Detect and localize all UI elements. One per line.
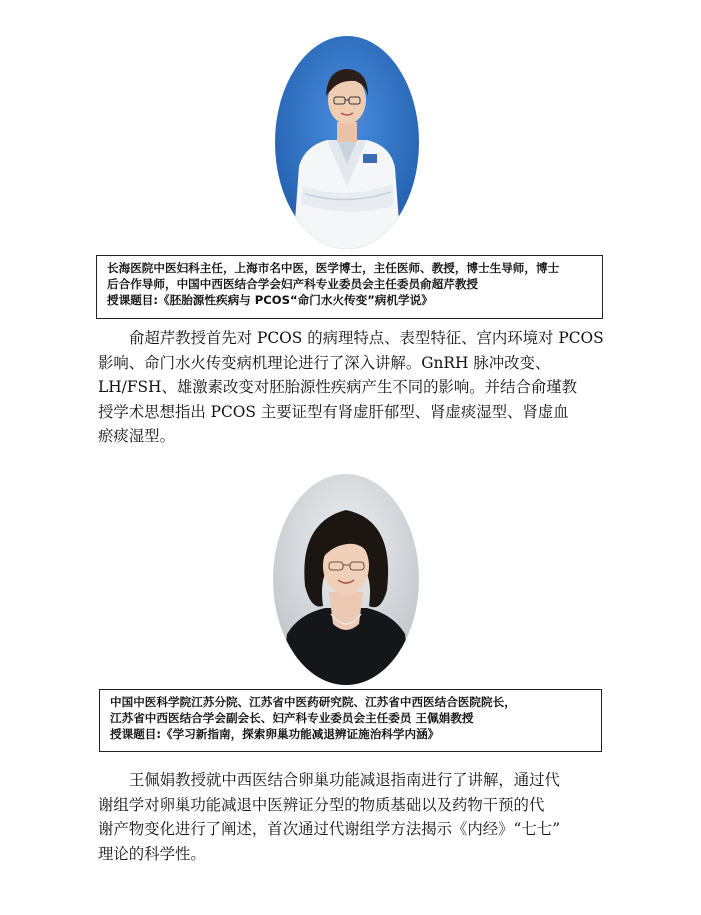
lecture-title-line: 授课题目:《学习新指南，探索卵巢功能减退辨证施治科学内涵》 bbox=[110, 727, 440, 741]
caption-line: 江苏省中西医结合学会副会长、妇产科专业委员会主任委员 王佩娟教授 bbox=[110, 711, 474, 725]
paragraph-line: LH/FSH、雄激素改变对胚胎源性疾病产生不同的影响。并结合俞瑾教 bbox=[98, 378, 578, 396]
caption-line: 长海医院中医妇科主任，上海市名中医，医学博士，主任医师、教授，博士生导师，博士 bbox=[107, 261, 560, 275]
body-paragraph bbox=[98, 768, 608, 866]
paragraph-line: 瘀痰湿型。 bbox=[98, 427, 175, 445]
paragraph-line: 授学术思想指出 PCOS 主要证型有肾虚肝郁型、肾虚痰湿型、肾虚血 bbox=[98, 402, 569, 421]
body-paragraph bbox=[98, 326, 608, 449]
paragraph-line: 谢产物变化进行了阐述，首次通过代谢组学方法揭示《内经》“七七” bbox=[98, 820, 561, 838]
paragraph-line: 俞超芹教授首先对 PCOS 的病理特点、表型特征、宫内环境对 PCOS bbox=[129, 329, 604, 347]
lecture-title-line: 授课题目:《胚胎源性疾病与 PCOS“命门水火传变”病机学说》 bbox=[107, 293, 433, 307]
profile-caption-box bbox=[96, 255, 603, 319]
paragraph-line: 王佩娟教授就中西医结合卵巢功能减退指南进行了讲解，通过代 bbox=[129, 771, 560, 789]
caption-line: 后合作导师，中国中西医结合学会妇产科专业委员会主任委员俞超芹教授 bbox=[107, 277, 479, 291]
caption-line: 中国中医科学院江苏分院、江苏省中医药研究院、江苏省中西医结合医院院长， bbox=[110, 695, 516, 709]
paragraph-line: 理论的科学性。 bbox=[98, 844, 206, 863]
portrait-photo-yu-chaoqin bbox=[275, 36, 419, 249]
paragraph-line: 谢组学对卵巢功能减退中医辨证分型的物质基础以及药物干预的代 bbox=[98, 795, 545, 814]
paragraph-line: 影响、命门水火传变病机理论进行了深入讲解。GnRH 脉冲改变、 bbox=[98, 353, 551, 372]
profile-caption-box bbox=[99, 689, 602, 752]
portrait-photo-wang-peijuan bbox=[273, 474, 419, 685]
